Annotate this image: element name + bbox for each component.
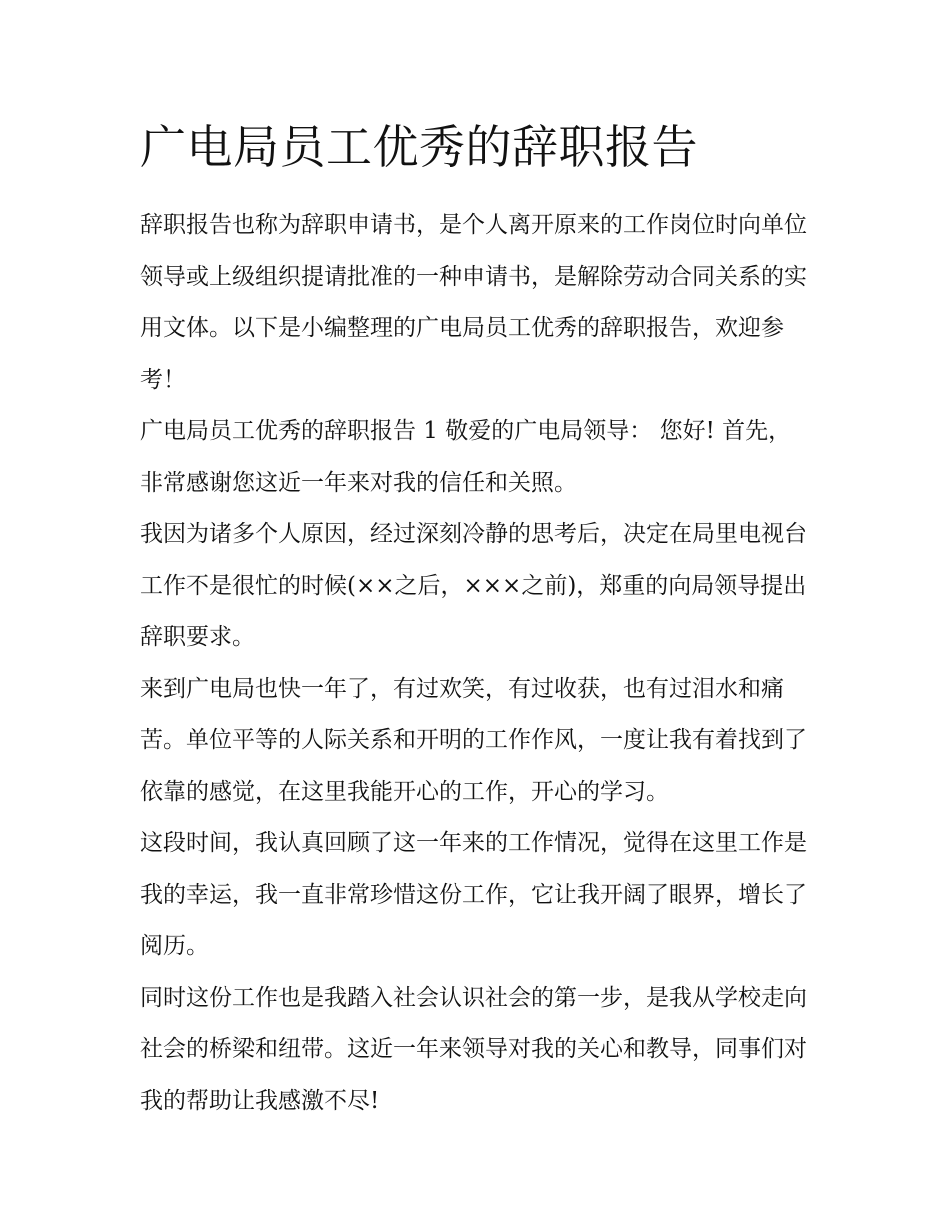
document-title: 广电局员工优秀的辞职报告 bbox=[140, 120, 698, 174]
paragraph-reflection: 这段时间，我认真回顾了这一年来的工作情况，觉得在这里工作是我的幸运，我一直非常珍惜这份工作，它让我开阔了眼界，增长了阅历。 bbox=[140, 830, 807, 959]
paragraph-experience: 来到广电局也快一年了，有过欢笑，有过收获，也有过泪水和痛苦。单位平等的人际关系和开明的工作作风，一度让我有着找到了依靠的感觉，在这里我能开心的工作，开心的学习。 bbox=[140, 675, 807, 805]
paragraph-gratitude: 同时这份工作也是我踏入社会认识社会的第一步，是我从学校走向社会的桥梁和纽带。这近一年来领导对我的关心和教导，同事们对我的帮助让我感激不尽! bbox=[140, 984, 807, 1114]
paragraph-intro: 辞职报告也称为辞职申请书，是个人离开原来的工作岗位时向单位领导或上级组织提请批准的一种申请书，是解除劳动合同关系的实用文体。以下是小编整理的广电局员工优秀的辞职报告，欢迎参考！ bbox=[140, 212, 807, 393]
paragraph-greeting: 广电局员工优秀的辞职报告 1 敬爱的广电局领导： 您好! 首先，非常感谢您这近一年来对我的信任和关照。 bbox=[140, 418, 792, 496]
document-body bbox=[140, 112, 812, 1127]
paragraph-reason: 我因为诸多个人原因，经过深刻冷静的思考后，决定在局里电视台工作不是很忙的时候(××之后，×××之前)，郑重的向局领导提出辞职要求。 bbox=[140, 521, 807, 650]
